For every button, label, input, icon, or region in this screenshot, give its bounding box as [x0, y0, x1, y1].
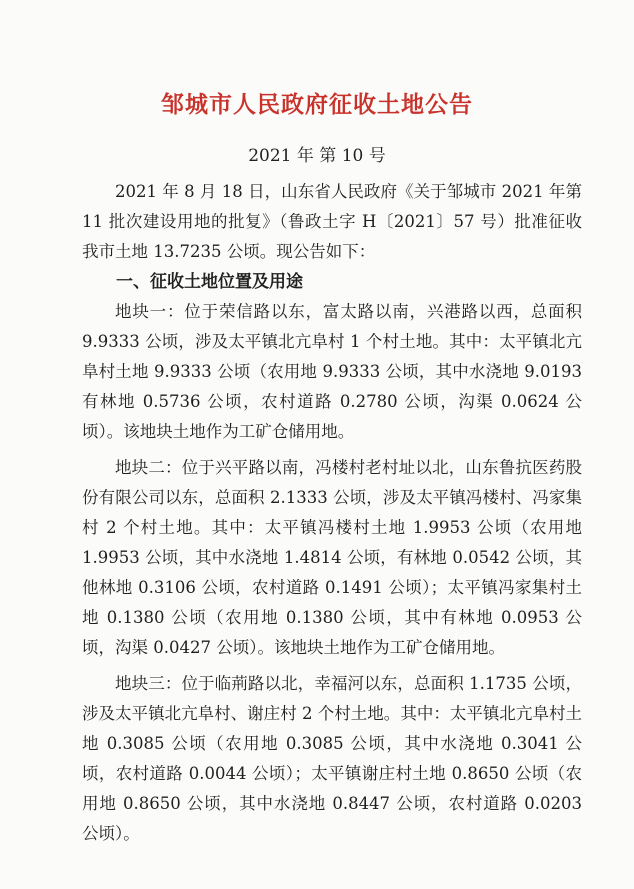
plot-3-paragraph: 地块三：位于临荊路以北，幸福河以东，总面积 1.1735 公顷，涉及太平镇北亢阜村、谢庄村 2 个村土地。其中：太平镇北亢阜村土地 0.3085 公顷（农用地 0.3085 公顷，其中水浇地 0.3041 公顷，农村道路 0.0044 公顷）；太平镇谢庄村土地 0.8650 公顷（农用地 0.8650 公顷，其中水浇地 0.8447 公顷，农村道路 0.0203 公顷）。: [82, 674, 582, 843]
plot-2-paragraph: 地块二：位于兴平路以南，冯楼村老村址以北，山东鲁抗医药股份有限公司以东，总面积 2.1333 公顷，涉及太平镇冯楼村、冯家集村 2 个村土地。其中：太平镇冯楼村土地 1.9953 公顷（农用地 1.9953 公顷，其中水浇地 1.4814 公顷，有林地 0.0542 公顷，其他林地 0.3106 公顷，农村道路 0.1491 公顷）；太平镇冯家集村土地 0.1380 公顷（农用地 0.1380 公顷，其中有林地 0.0953 公顷，沟渠 0.0427 公顷）。该地块土地作为工矿仓储用地。: [82, 458, 582, 657]
document-body: [82, 177, 582, 849]
intro-paragraph: 2021 年 8 月 18 日，山东省人民政府《关于邹城市 2021 年第 11 批次建设用地的批复》（鲁政土字 H〔2021〕57 号）批准征收我市土地 13.7235 公顷。现公告如下：: [82, 182, 582, 261]
section-heading: 一、征收土地位置及用途: [116, 272, 303, 292]
document-title: 邹城市人民政府征收土地公告: [161, 91, 473, 118]
plot-1-paragraph: 地块一：位于荣信路以东，富太路以南，兴港路以西，总面积 9.9333 公顷，涉及太平镇北亢阜村 1 个村土地。其中：太平镇北亢阜村土地 9.9333 公顷（农用地 9.9333 公顷，其中水浇地 9.0193 有林地 0.5736 公顷，农村道路 0.2780 公顷，沟渠 0.0624 公顷）。该地块土地作为工矿仓储用地。: [82, 302, 582, 441]
document-number: 2021 年 第 10 号: [248, 146, 386, 166]
